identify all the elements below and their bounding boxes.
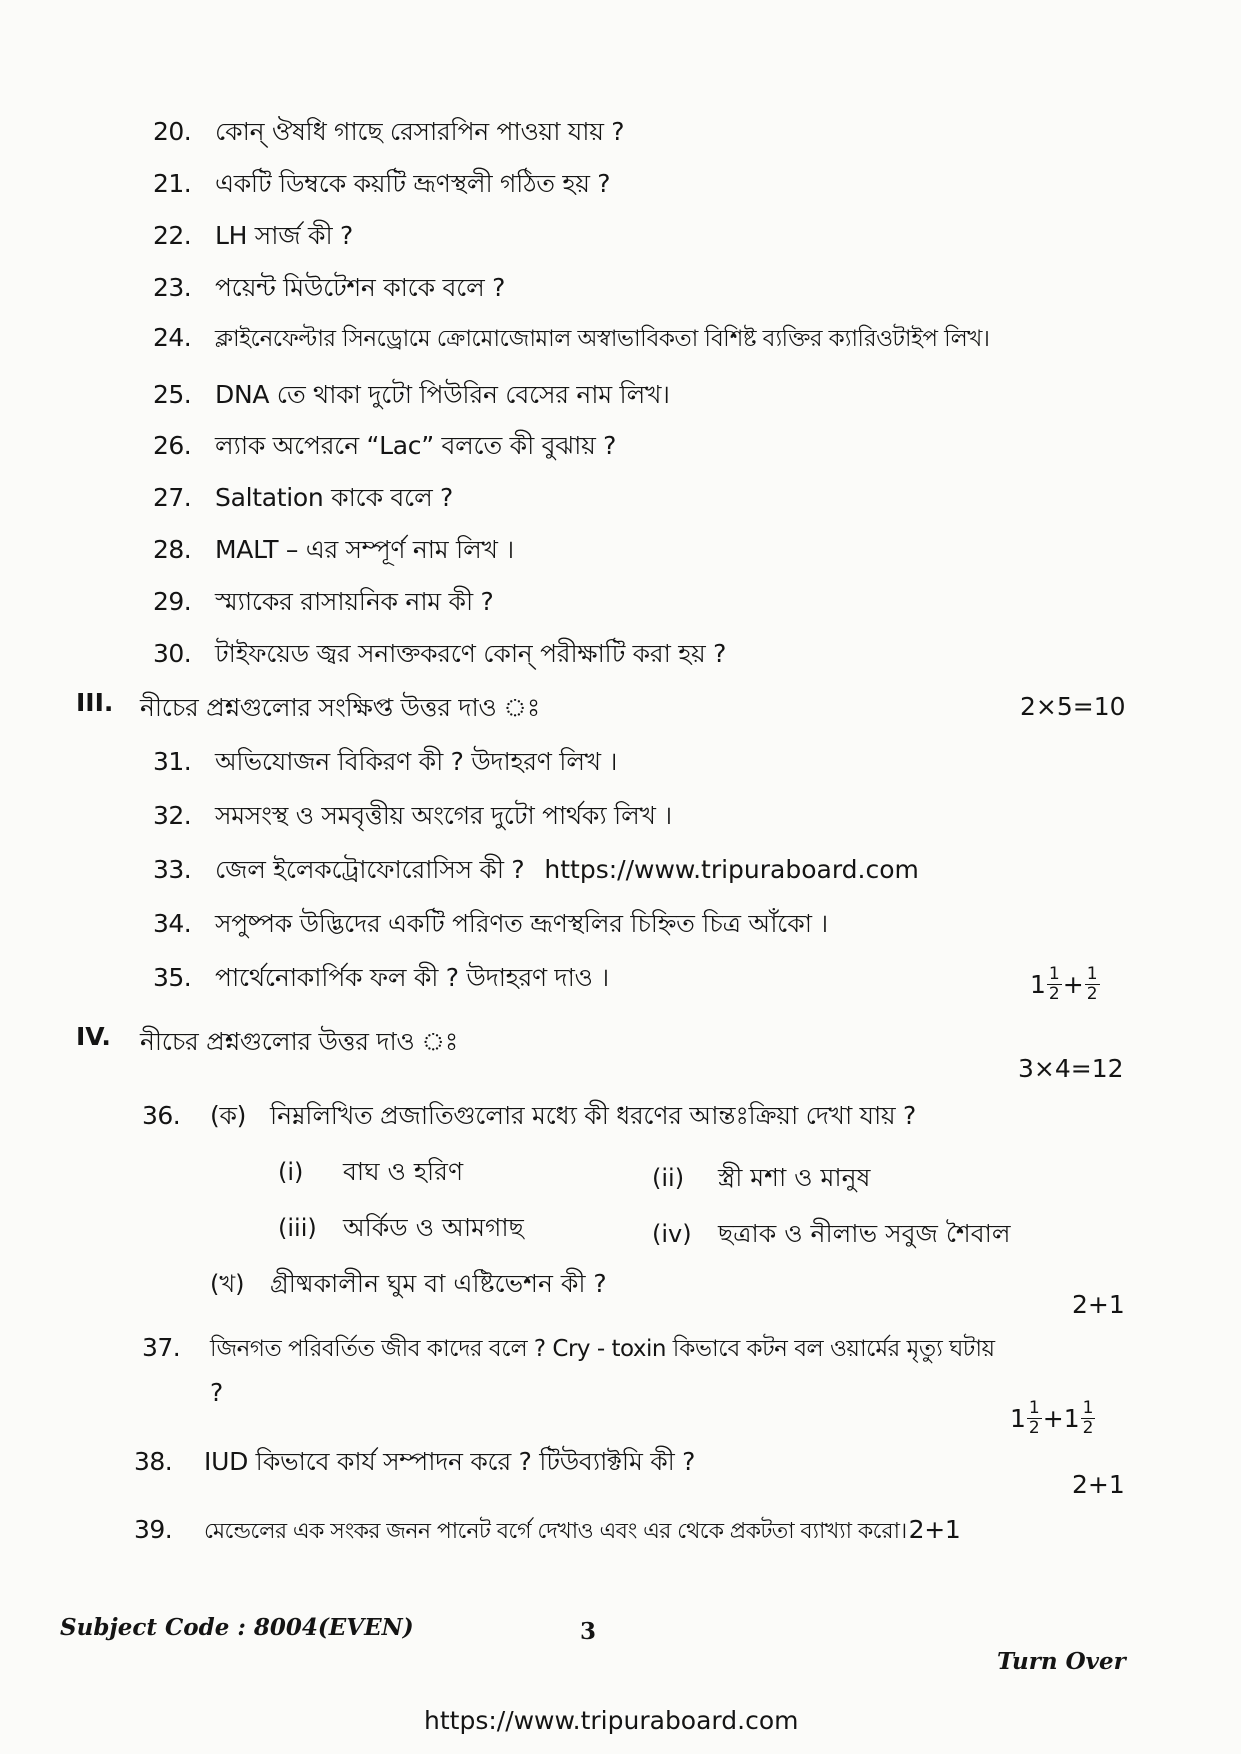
question-text: ল্যাক অপেরনে “Lac” বলতে কী বুঝায় ? bbox=[215, 431, 617, 460]
marks-plus: + bbox=[1062, 970, 1084, 999]
section-iv-heading: নীচের প্রশ্নগুলোর উত্তর দাও ঃ bbox=[140, 1027, 458, 1056]
question-text: পার্থেনোকার্পিক ফল কী ? উদাহরণ দাও । bbox=[215, 963, 609, 992]
question-number: 29. bbox=[153, 587, 192, 616]
question-37-marks bbox=[1010, 1400, 1096, 1437]
question-number: 27. bbox=[153, 483, 192, 512]
question-number: 39. bbox=[134, 1515, 173, 1544]
option-text: বাঘ ও হরিণ bbox=[343, 1157, 464, 1186]
question-text: জিনগত পরিবর্তিত জীব কাদের বলে ? Cry - toxin কিভাবে কটন বল ওয়ার্মের মৃত্যু ঘটায় bbox=[210, 1336, 995, 1362]
marks-whole: 1 bbox=[1030, 970, 1046, 999]
fraction-denominator: 2 bbox=[1048, 984, 1060, 1004]
question-text: মেন্ডেলের এক সংকর জনন পানেট বর্গে দেখাও এবং এর থেকে প্রকটতা ব্যাখ্যা করো। bbox=[204, 1519, 907, 1544]
question-text: একটি ডিম্বকে কয়টি ভ্রূণস্থলী গঠিত হয় ? bbox=[215, 169, 611, 198]
turn-over: Turn Over bbox=[997, 1648, 1126, 1675]
question-39-marks: 2+1 bbox=[908, 1515, 961, 1544]
section-iii-heading: নীচের প্রশ্নগুলোর সংক্ষিপ্ত উত্তর দাও ঃ bbox=[140, 693, 540, 722]
question-text: টাইফয়েড জ্বর সনাক্তকরণে কোন্ পরীক্ষাটি করা হয় ? bbox=[215, 639, 727, 668]
question-number: 20. bbox=[153, 117, 192, 146]
question-number: 36. bbox=[142, 1101, 181, 1130]
question-number: 21. bbox=[153, 169, 192, 198]
question-36-part-b bbox=[210, 1264, 607, 1307]
part-label: (খ) bbox=[210, 1270, 245, 1298]
question-36-marks: 2+1 bbox=[1072, 1290, 1125, 1319]
question-24 bbox=[153, 320, 989, 359]
question-text: নিম্নলিখিত প্রজাতিগুলোর মধ্যে কী ধরণের আন্তঃক্রিয়া দেখা যায় ? bbox=[270, 1101, 916, 1130]
question-number: 31. bbox=[153, 747, 192, 776]
marks-fraction bbox=[1085, 966, 1100, 1003]
option-text: স্ত্রী মশা ও মানুষ bbox=[718, 1163, 871, 1192]
fraction-numerator: 1 bbox=[1082, 1398, 1094, 1418]
question-number: 23. bbox=[153, 273, 192, 302]
page-number: 3 bbox=[580, 1618, 597, 1645]
question-25 bbox=[153, 375, 670, 418]
question-text: সমসংস্থ ও সমবৃত্তীয় অংগের দুটো পার্থক্য লিখ । bbox=[215, 801, 672, 830]
watermark-url: https://www.tripuraboard.com bbox=[544, 855, 919, 884]
question-20 bbox=[153, 112, 624, 155]
question-37 bbox=[142, 1330, 995, 1369]
marks-whole: 1 bbox=[1010, 1404, 1026, 1433]
question-21 bbox=[153, 164, 610, 207]
option-label: (ii) bbox=[652, 1164, 685, 1192]
question-number: 38. bbox=[134, 1447, 173, 1476]
option-ii bbox=[652, 1158, 870, 1201]
question-number: 24. bbox=[153, 323, 192, 352]
question-37-continuation: ? bbox=[210, 1378, 223, 1407]
question-number: 35. bbox=[153, 963, 192, 992]
question-23 bbox=[153, 268, 505, 311]
question-31 bbox=[153, 742, 617, 785]
part-label: (ক) bbox=[210, 1101, 247, 1130]
question-number: 26. bbox=[153, 431, 192, 460]
fraction-denominator: 2 bbox=[1082, 1418, 1094, 1438]
question-text: কোন্ ঔষধি গাছে রেসারপিন পাওয়া যায় ? bbox=[215, 117, 625, 146]
question-text: LH সার্জ কী ? bbox=[215, 221, 353, 250]
marks-fraction bbox=[1047, 966, 1062, 1003]
option-iv bbox=[652, 1214, 1011, 1257]
question-22 bbox=[153, 216, 353, 259]
question-32 bbox=[153, 796, 672, 839]
option-i bbox=[278, 1152, 463, 1195]
question-27 bbox=[153, 478, 453, 521]
question-number: 34. bbox=[153, 909, 192, 938]
question-number: 25. bbox=[153, 380, 192, 409]
question-29 bbox=[153, 582, 493, 625]
subject-code: Subject Code : 8004(EVEN) bbox=[60, 1614, 414, 1641]
fraction-numerator: 1 bbox=[1048, 964, 1060, 984]
option-label: (iii) bbox=[278, 1214, 317, 1242]
question-38 bbox=[134, 1442, 695, 1485]
question-text: ক্লাইনেফেল্টার সিনড্রোমে ক্রোমোজোমাল অস্বাভাবিকতা বিশিষ্ট ব্যক্তির ক্যারিওটাইপ লিখ। bbox=[215, 326, 990, 352]
fraction-numerator: 1 bbox=[1028, 1398, 1040, 1418]
question-text: IUD কিভাবে কার্য সম্পাদন করে ? টিউব্যাক্টমি কী ? bbox=[204, 1447, 696, 1476]
marks-fraction bbox=[1027, 1400, 1042, 1437]
question-text: সপুষ্পক উদ্ভিদের একটি পরিণত ভ্রূণস্থলির চিহ্নিত চিত্র আঁকো । bbox=[215, 909, 828, 938]
marks-whole: 1 bbox=[1063, 1404, 1080, 1433]
question-33 bbox=[153, 850, 919, 893]
option-label: (i) bbox=[278, 1158, 304, 1186]
question-38-marks: 2+1 bbox=[1072, 1470, 1125, 1499]
marks-fraction bbox=[1081, 1400, 1096, 1437]
question-30 bbox=[153, 634, 726, 677]
fraction-denominator: 2 bbox=[1028, 1418, 1040, 1438]
marks-plus: + bbox=[1042, 1404, 1064, 1433]
footer-url: https://www.tripuraboard.com bbox=[424, 1706, 799, 1735]
option-label: (iv) bbox=[652, 1220, 692, 1248]
question-35-marks bbox=[1030, 966, 1101, 1003]
question-text: Saltation কাকে বলে ? bbox=[215, 483, 454, 512]
option-iii bbox=[278, 1208, 524, 1251]
fraction-numerator: 1 bbox=[1086, 964, 1098, 984]
question-number: 22. bbox=[153, 221, 192, 250]
question-number: 28. bbox=[153, 535, 192, 564]
question-34 bbox=[153, 904, 828, 947]
question-35 bbox=[153, 958, 609, 1001]
question-39 bbox=[134, 1514, 960, 1551]
section-iv-marks: 3×4=12 bbox=[1018, 1054, 1124, 1083]
question-text: অভিযোজন বিকিরণ কী ? উদাহরণ লিখ । bbox=[215, 747, 618, 776]
fraction-denominator: 2 bbox=[1086, 984, 1098, 1004]
question-text: পয়েন্ট মিউটেশন কাকে বলে ? bbox=[215, 273, 506, 302]
question-number: 33. bbox=[153, 855, 192, 884]
section-iii-numeral: III. bbox=[76, 688, 114, 717]
section-iv-numeral: IV. bbox=[76, 1022, 111, 1051]
question-number: 32. bbox=[153, 801, 192, 830]
question-text: DNA তে থাকা দুটো পিউরিন বেসের নাম লিখ। bbox=[215, 380, 670, 409]
question-26 bbox=[153, 426, 616, 469]
question-number: 37. bbox=[142, 1333, 181, 1362]
question-28 bbox=[153, 530, 514, 573]
question-text: স্ম্যাকের রাসায়নিক নাম কী ? bbox=[215, 587, 494, 616]
question-number: 30. bbox=[153, 639, 192, 668]
option-text: ছত্রাক ও নীলাভ সবুজ শৈবাল bbox=[718, 1219, 1011, 1248]
question-text: গ্রীষ্মকালীন ঘুম বা এষ্টিভেশন কী ? bbox=[270, 1269, 607, 1298]
option-text: অর্কিড ও আমগাছ bbox=[343, 1213, 524, 1242]
question-text: MALT – এর সম্পূর্ণ নাম লিখ । bbox=[215, 535, 514, 564]
question-text: জেল ইলেকট্রোফোরোসিস কী ? bbox=[215, 855, 525, 884]
section-iii-marks: 2×5=10 bbox=[1020, 692, 1126, 721]
question-36 bbox=[142, 1096, 916, 1139]
